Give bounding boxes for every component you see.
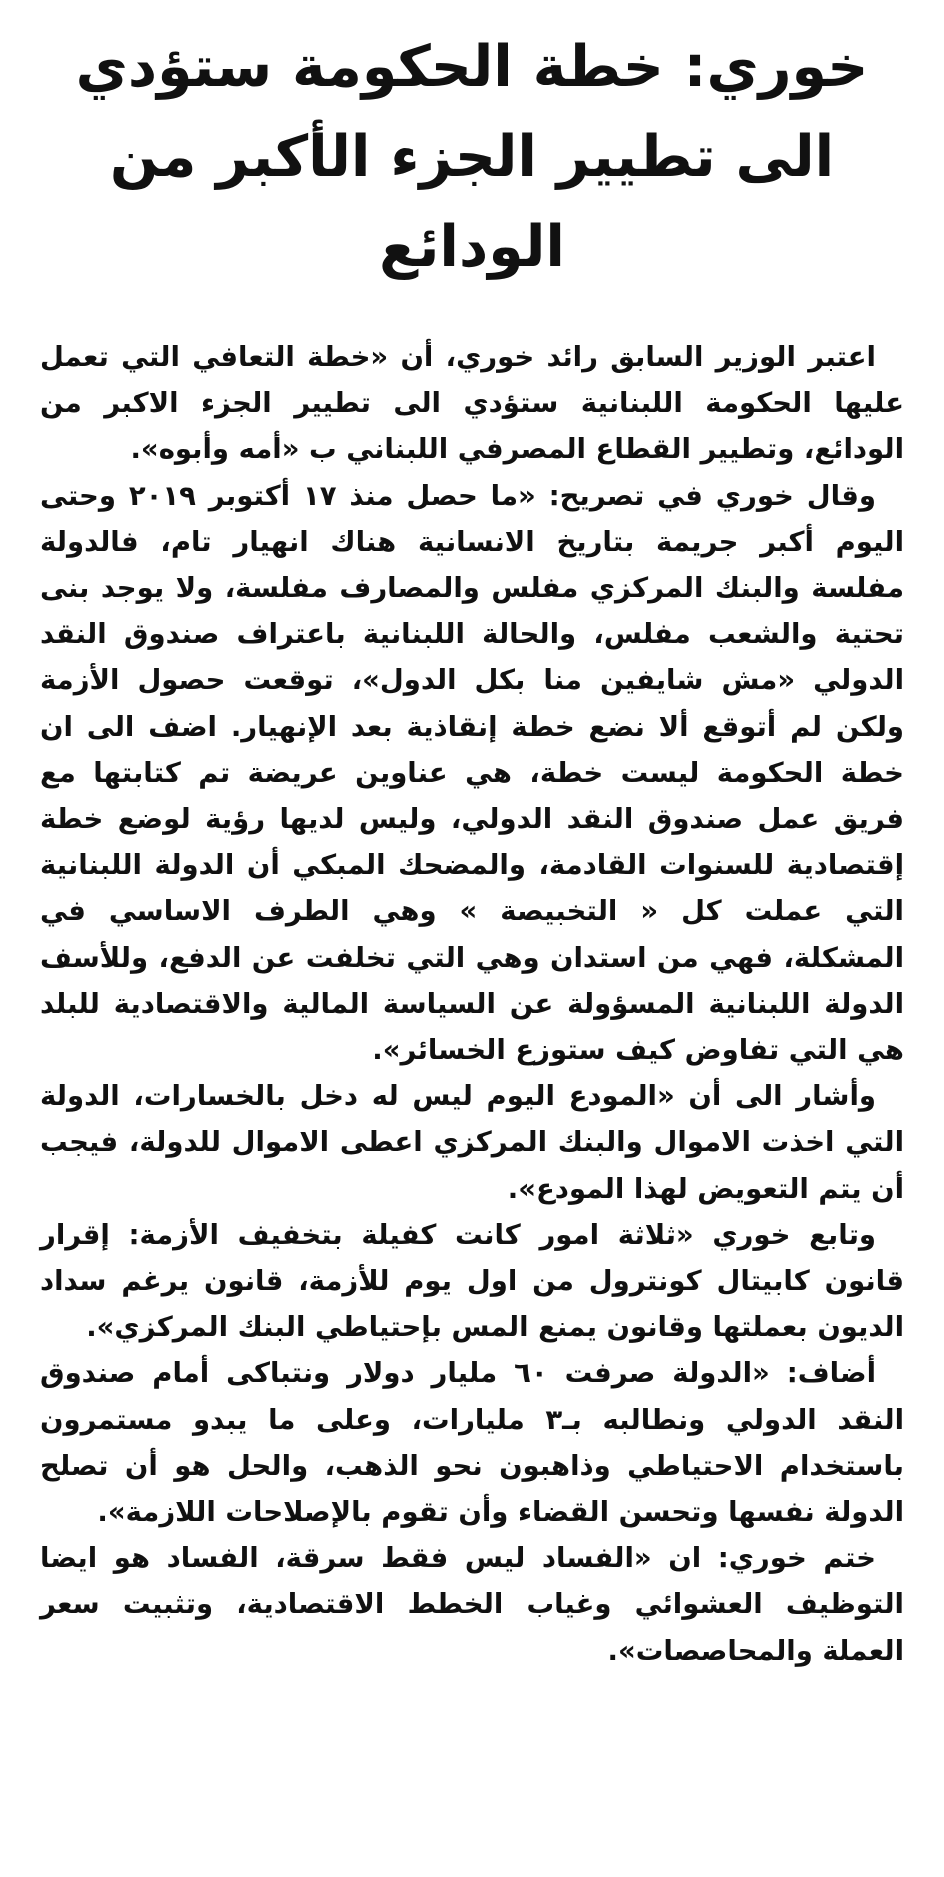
paragraph-conclusion: ختم خوري: ان «الفساد ليس فقط سرقة، الفساد هو ايضا التوظيف العشوائي وغياب الخطط الاقتصادية، وتثبيت سعر العملة والمحاصصات». bbox=[40, 1542, 904, 1667]
headline-line-2: الى تطيير الجزء الأكبر من الودائع bbox=[109, 124, 835, 280]
article-body bbox=[40, 334, 904, 1674]
paragraph-depositor: وأشار الى أن «المودع اليوم ليس له دخل بالخسارات، الدولة التي اخذت الاموال والبنك المركزي اعطى الاموال للدولة، فيجب أن يتم التعويض لهذا المودع». bbox=[40, 1080, 904, 1205]
paragraph-three-measures: وتابع خوري «ثلاثة امور كانت كفيلة بتخفيف الأزمة: إقرار قانون كابيتال كونترول من اول يوم للأزمة، قانون يرغم سداد الديون بعملتها وقانون يمنع المس بإحتياطي البنك المركزي». bbox=[40, 1218, 904, 1344]
article-headline bbox=[40, 22, 904, 292]
headline-line-1: خوري: خطة الحكومة ستؤدي bbox=[75, 34, 869, 100]
paragraph-spending: أضاف: «الدولة صرفت ٦٠ مليار دولار ونتباكى أمام صندوق النقد الدولي ونطالبه بـ٣ مليارات، وعلى ما يبدو مستمرون باستخدام الاحتياطي وذاهبون نحو الذهب، والحل هو أن تصلح الدولة نفسها وتحسن القضاء وأن تقوم بالإصلاحات اللازمة». bbox=[40, 1357, 904, 1529]
paragraph-intro: اعتبر الوزير السابق رائد خوري، أن «خطة التعافي التي تعمل عليها الحكومة اللبنانية ستؤدي الى تطيير الجزء الاكبر من الودائع، وتطيير القطاع المصرفي اللبناني ب «أمه وأبوه». bbox=[40, 341, 904, 466]
paragraph-statement: وقال خوري في تصريح: «ما حصل منذ ١٧ أكتوبر ٢٠١٩ وحتى اليوم أكبر جريمة بتاريخ الانسانية هناك انهيار تام، فالدولة مفلسة والبنك المركزي مفلس والمصارف مفلسة، ولا يوجد بنى تحتية والشعب مفلس، والحالة اللبنانية باعتراف صندوق النقد الدولي «مش شايفين منا بكل الدول»، توقعت حصول الأزمة ولكن لم أتوقع ألا نضع خطة إنقاذية بعد الإنهيار. اضف الى ان خطة الحكومة ليست خطة، هي عناوين عريضة تم كتابتها مع فريق عمل صندوق النقد الدولي، وليس لديها رؤية لوضع خطة إقتصادية للسنوات القادمة، والمضحك المبكي أن الدولة اللبنانية التي عملت كل « التخبيصة » وهي الطرف الاساسي في المشكلة، فهي من استدان وهي التي تخلفت عن الدفع، وللأسف الدولة اللبنانية المسؤولة عن السياسة المالية والاقتصادية للبلد هي التي تفاوض كيف ستوزع الخسائر». bbox=[40, 479, 904, 1067]
